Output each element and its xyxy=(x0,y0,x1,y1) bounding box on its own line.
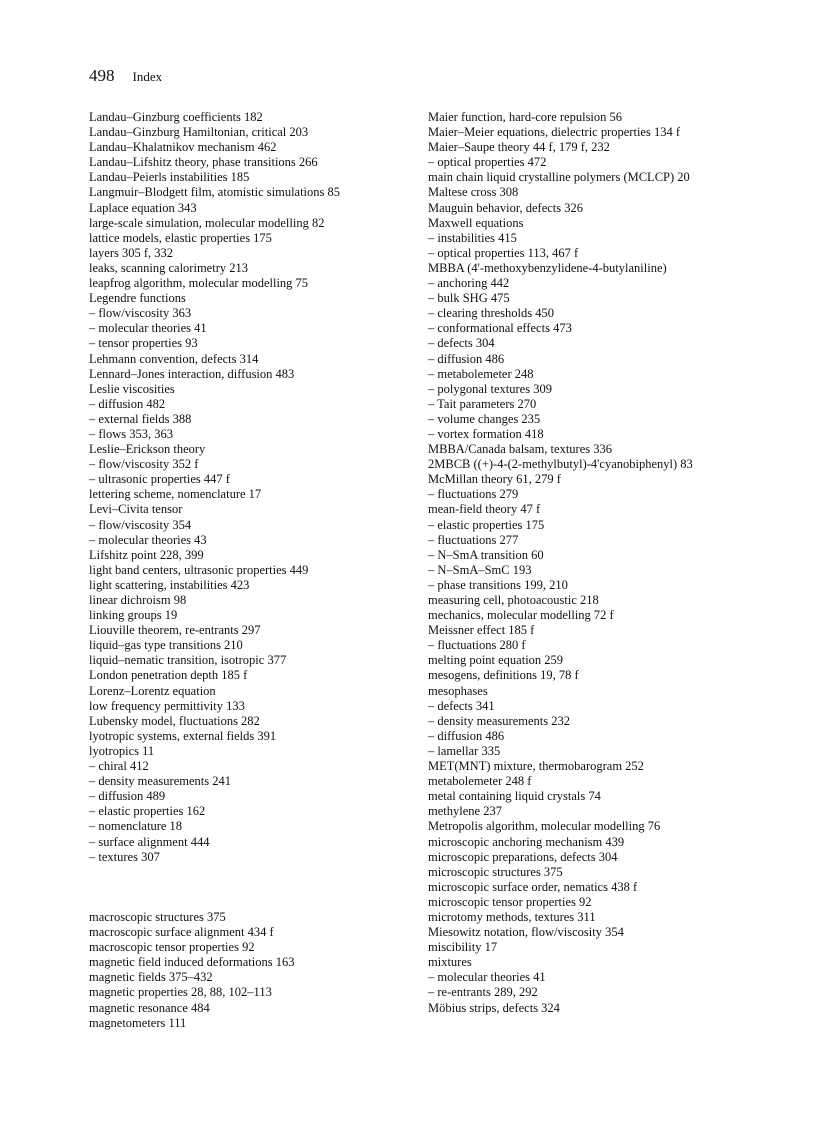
index-entry: Miesowitz notation, flow/viscosity 354 xyxy=(428,925,624,940)
index-entry: – vortex formation 418 xyxy=(428,426,544,441)
index-entry: – N–SmA transition 60 xyxy=(428,547,544,562)
index-entry: mesophases xyxy=(428,683,488,698)
index-entry: – molecular theories 43 xyxy=(89,532,207,547)
index-entry: mixtures xyxy=(428,955,472,970)
index-entry: – elastic properties 162 xyxy=(89,804,206,819)
index-entry: macroscopic tensor properties 92 xyxy=(89,940,255,955)
index-entry: – fluctuations 280 f xyxy=(428,638,526,653)
index-entry: Metropolis algorithm, molecular modelling 76 xyxy=(428,819,661,834)
index-entry: – nomenclature 18 xyxy=(89,819,183,834)
index-entry: – fluctuations 277 xyxy=(428,532,519,547)
index-entry: magnetic field induced deformations 163 xyxy=(89,955,295,970)
index-entry: – density measurements 241 xyxy=(89,774,231,789)
index-entry: Leslie–Erickson theory xyxy=(89,442,206,457)
index-entry: Lennard–Jones interaction, diffusion 483 xyxy=(89,366,295,381)
index-entry: leapfrog algorithm, molecular modelling 75 xyxy=(89,276,309,291)
index-column-left xyxy=(89,110,424,1031)
index-entry: metal containing liquid crystals 74 xyxy=(428,789,601,804)
index-entry: Maier–Saupe theory 44 f, 179 f, 232 xyxy=(428,140,610,155)
index-entry: – instabilities 415 xyxy=(428,230,517,245)
index-entry: microscopic tensor properties 92 xyxy=(428,894,592,909)
index-entry: light band centers, ultrasonic properties 449 xyxy=(89,562,309,577)
index-entry: – flow/viscosity 352 f xyxy=(89,457,199,472)
index-entry: – flow/viscosity 354 xyxy=(89,517,192,532)
index-entry: 2MBCB ((+)-4-(2-methylbutyl)-4'cyanobiphenyl) 83 xyxy=(428,457,693,472)
index-entry: – optical properties 472 xyxy=(428,155,547,170)
index-entry: Maxwell equations xyxy=(428,215,524,230)
index-entry: large-scale simulation, molecular modelling 82 xyxy=(89,215,325,230)
index-entry: – flows 353, 363 xyxy=(89,426,174,441)
index-entry: – diffusion 486 xyxy=(428,351,505,366)
index-entry: – bulk SHG 475 xyxy=(428,291,510,306)
index-entry: – defects 341 xyxy=(428,698,495,713)
index-entry: – surface alignment 444 xyxy=(89,834,210,849)
index-entry: Landau–Ginzburg Hamiltonian, critical 203 xyxy=(89,125,309,140)
index-entry: Leslie viscosities xyxy=(89,381,175,396)
blank-line xyxy=(89,895,424,910)
index-entry: – flow/viscosity 363 xyxy=(89,306,192,321)
index-entry: – phase transitions 199, 210 xyxy=(428,577,568,592)
index-entry: melting point equation 259 xyxy=(428,653,564,668)
index-entry: leaks, scanning calorimetry 213 xyxy=(89,260,248,275)
running-head: Index xyxy=(132,69,163,84)
index-entry: – diffusion 489 xyxy=(89,789,166,804)
index-entry: miscibility 17 xyxy=(428,940,498,955)
index-entry: liquid–nematic transition, isotropic 377 xyxy=(89,653,287,668)
index-entry: macroscopic surface alignment 434 f xyxy=(89,925,274,940)
index-entry: – molecular theories 41 xyxy=(89,321,207,336)
index-entry: magnetometers 111 xyxy=(89,1015,187,1030)
index-entry: – elastic properties 175 xyxy=(428,517,545,532)
index-entry: microscopic surface order, nematics 438 f xyxy=(428,879,638,894)
index-entry: – metabolemeter 248 xyxy=(428,366,534,381)
index-entry: Mauguin behavior, defects 326 xyxy=(428,200,584,215)
index-entry: Lehmann convention, defects 314 xyxy=(89,351,259,366)
index-entry: – anchoring 442 xyxy=(428,276,510,291)
index-entry: mean-field theory 47 f xyxy=(428,502,541,517)
index-entry: Liouville theorem, re-entrants 297 xyxy=(89,623,261,638)
index-entry: Maier function, hard-core repulsion 56 xyxy=(428,110,623,124)
index-entry: – lamellar 335 xyxy=(428,743,501,758)
index-entry: magnetic fields 375–432 xyxy=(89,970,213,985)
index-entry: – optical properties 113, 467 f xyxy=(428,245,579,260)
index-entry: – fluctuations 279 xyxy=(428,487,519,502)
index-entry: Möbius strips, defects 324 xyxy=(428,1000,560,1015)
index-entry: main chain liquid crystalline polymers (MCLCP) 20 xyxy=(428,170,690,185)
index-entry: microscopic preparations, defects 304 xyxy=(428,849,618,864)
index-entry: MBBA/Canada balsam, textures 336 xyxy=(428,442,612,457)
index-entry: – defects 304 xyxy=(428,336,495,351)
index-entry: Lifshitz point 228, 399 xyxy=(89,547,204,562)
index-entry: Landau–Peierls instabilities 185 xyxy=(89,170,250,185)
index-entry: lettering scheme, nomenclature 17 xyxy=(89,487,262,502)
index-entry: Lubensky model, fluctuations 282 xyxy=(89,713,260,728)
page-number: 498 xyxy=(89,66,115,85)
index-entry: – N–SmA–SmC 193 xyxy=(428,562,532,577)
index-entry: magnetic properties 28, 88, 102–113 xyxy=(89,985,272,1000)
index-entry: McMillan theory 61, 279 f xyxy=(428,472,561,487)
index-entry: microtomy methods, textures 311 xyxy=(428,909,596,924)
index-entry: – diffusion 486 xyxy=(428,728,505,743)
index-entry: microscopic structures 375 xyxy=(428,864,563,879)
index-entry: Maltese cross 308 xyxy=(428,185,519,200)
index-entry: – Tait parameters 270 xyxy=(428,396,537,411)
index-entry: metabolemeter 248 f xyxy=(428,774,532,789)
index-entry: – molecular theories 41 xyxy=(428,970,546,985)
index-entry: lyotropic systems, external fields 391 xyxy=(89,728,277,743)
index-entry: measuring cell, photoacoustic 218 xyxy=(428,593,599,607)
index-entry: – ultrasonic properties 447 f xyxy=(89,472,230,487)
index-entry: Levi–Civita tensor xyxy=(89,502,183,517)
index-entry: – chiral 412 xyxy=(89,759,149,774)
index-entry: methylene 237 xyxy=(428,804,502,819)
index-entry: – density measurements 232 xyxy=(428,713,570,728)
index-entry: – re-entrants 289, 292 xyxy=(428,985,538,1000)
index-entry: – external fields 388 xyxy=(89,411,192,426)
index-entry: macroscopic structures 375 xyxy=(89,909,226,924)
index-entry: Meissner effect 185 f xyxy=(428,623,535,638)
index-entry: – conformational effects 473 xyxy=(428,321,572,336)
index-entry: low frequency permittivity 133 xyxy=(89,698,245,713)
page-header xyxy=(89,66,162,88)
index-entry: Legendre functions xyxy=(89,291,186,306)
index-entry: Maier–Meier equations, dielectric properties 134 f xyxy=(428,125,680,140)
index-entry: – diffusion 482 xyxy=(89,396,166,411)
index-entry: linear dichroism 98 xyxy=(89,593,187,607)
index-entry: Laplace equation 343 xyxy=(89,200,197,215)
index-entry: light scattering, instabilities 423 xyxy=(89,577,250,592)
index-entry: liquid–gas type transitions 210 xyxy=(89,638,243,653)
index-entry: layers 305 f, 332 xyxy=(89,245,174,260)
index-entry: magnetic resonance 484 xyxy=(89,1000,210,1015)
index-entry: – tensor properties 93 xyxy=(89,336,198,351)
index-entry: lyotropics 11 xyxy=(89,743,155,758)
index-entry: – polygonal textures 309 xyxy=(428,381,552,396)
index-entry: linking groups 19 xyxy=(89,608,178,623)
index-entry: MET(MNT) mixture, thermobarogram 252 xyxy=(428,759,644,774)
index-entry: mechanics, molecular modelling 72 f xyxy=(428,608,614,623)
index-entry: London penetration depth 185 f xyxy=(89,668,248,683)
index-entry: MBBA (4'-methoxybenzylidene-4-butylaniline) xyxy=(428,260,667,275)
index-entry: Landau–Khalatnikov mechanism 462 xyxy=(89,140,277,155)
index-entry: Lorenz–Lorentz equation xyxy=(89,683,216,698)
index-entry: Langmuir–Blodgett film, atomistic simulations 85 xyxy=(89,185,341,200)
index-entry: mesogens, definitions 19, 78 f xyxy=(428,668,579,683)
blank-line xyxy=(89,880,424,895)
index-entry: – textures 307 xyxy=(89,849,160,864)
index-entry: Landau–Ginzburg coefficients 182 xyxy=(89,110,263,124)
index-entry: microscopic anchoring mechanism 439 xyxy=(428,834,625,849)
index-column-right xyxy=(428,110,758,1016)
index-entry: – clearing thresholds 450 xyxy=(428,306,555,321)
index-entry: Landau–Lifshitz theory, phase transitions 266 xyxy=(89,155,318,170)
blank-line xyxy=(89,865,424,880)
index-entry: lattice models, elastic properties 175 xyxy=(89,230,272,245)
index-entry: – volume changes 235 xyxy=(428,411,541,426)
